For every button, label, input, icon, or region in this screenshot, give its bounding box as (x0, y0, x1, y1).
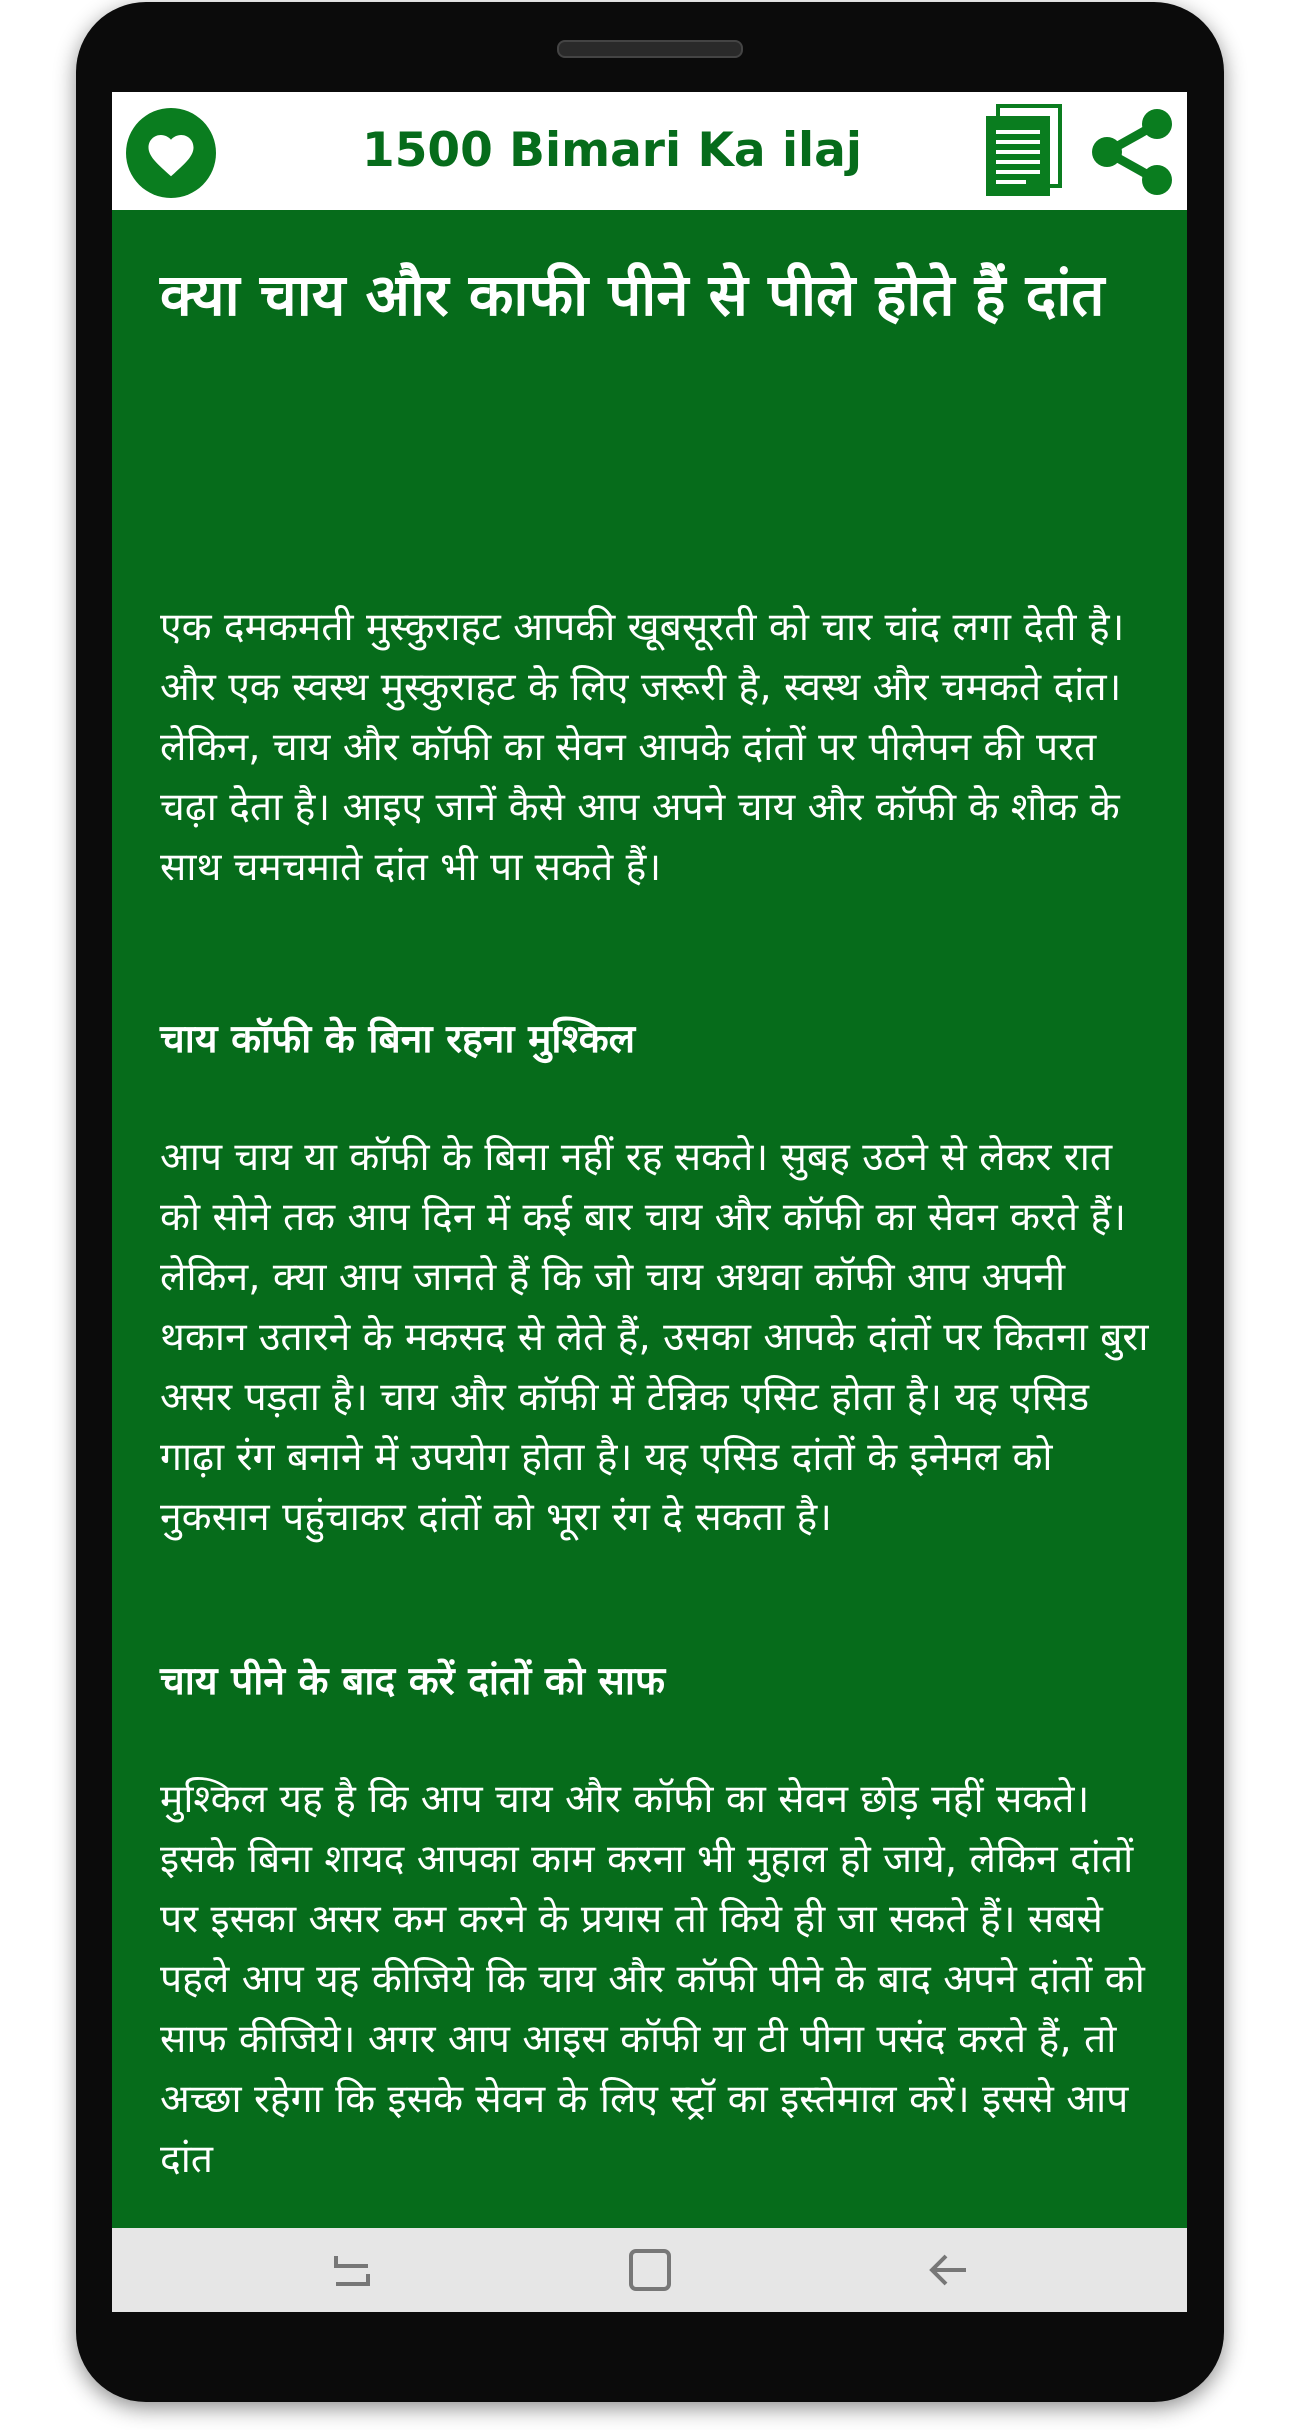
section-heading-clean-teeth: चाय पीने के बाद करें दांतों को साफ (160, 1659, 666, 1704)
document-button[interactable] (982, 104, 1066, 198)
app-screen (112, 92, 1187, 2312)
favorite-button[interactable] (126, 108, 216, 198)
article-content[interactable] (112, 210, 1187, 2228)
article-intro: एक दमकमती मुस्कुराहट आपकी खूबसूरती को चार चांद लगा देती है। और एक स्वस्थ मुस्कुराहट के लिए जरूरी है, स्वस्थ और चमकते दांत। लेकिन, चाय और कॉफी का सेवन आपके दांतों पर पीलेपन की परत चढ़ा देता है। आइए जानें कैसे आप अपने चाय और कॉफी के शौक के साथ चमचमाते दांत भी पा सकते हैं। (160, 605, 1125, 890)
app-bar (112, 92, 1187, 210)
share-button[interactable] (1087, 106, 1177, 198)
phone-frame (76, 2, 1224, 2402)
section-body-clean-teeth: मुश्किल यह है कि आप चाय और कॉफी का सेवन छोड़ नहीं सकते। इसके बिना शायद आपका काम करना भी मुहाल हो जाये, लेकिन दांतों पर इसका असर कम करने के प्रयास तो किये ही जा सकते हैं। सबसे पहले आप यह कीजिये कि चाय और कॉफी पीने के बाद अपने दांतों को साफ कीजिये। अगर आप आइस कॉफी या टी पीना पसंद करते हैं, तो अच्छा रहेगा कि इसके सेवन के लिए स्ट्रॉ का इस्तेमाल करें। इससे आप दांत (160, 1777, 1145, 2182)
document-icon (982, 104, 1066, 198)
nav-recents-button[interactable] (322, 2244, 382, 2296)
home-icon (620, 2244, 680, 2296)
nav-home-button[interactable] (620, 2244, 680, 2296)
phone-speaker (557, 40, 743, 58)
recents-icon (322, 2244, 382, 2296)
system-nav-bar (112, 2228, 1187, 2312)
share-icon (1087, 106, 1177, 198)
section-heading-tea-coffee: चाय कॉफी के बिना रहना मुश्किल (160, 1017, 636, 1062)
article-title: क्या चाय और काफी पीने से पीले होते हैं दांत (160, 261, 1105, 329)
back-icon (918, 2244, 978, 2296)
nav-back-button[interactable] (918, 2244, 978, 2296)
heart-icon (144, 128, 198, 178)
app-title: 1500 Bimari Ka ilaj (362, 123, 862, 178)
section-body-tea-coffee: आप चाय या कॉफी के बिना नहीं रह सकते। सुबह उठने से लेकर रात को सोने तक आप दिन में कई बार चाय और कॉफी का सेवन करते हैं। लेकिन, क्या आप जानते हैं कि जो चाय अथवा कॉफी आप अपनी थकान उतारने के मकसद से लेते हैं, उसका आपके दांतों पर कितना बुरा असर पड़ता है। चाय और कॉफी में टेन्निक एसिट होता है। यह एसिड गाढ़ा रंग बनाने में उपयोग होता है। यह एसिड दांतों के इनेमल को नुकसान पहुंचाकर दांतों को भूरा रंग दे सकता है। (160, 1135, 1149, 1540)
